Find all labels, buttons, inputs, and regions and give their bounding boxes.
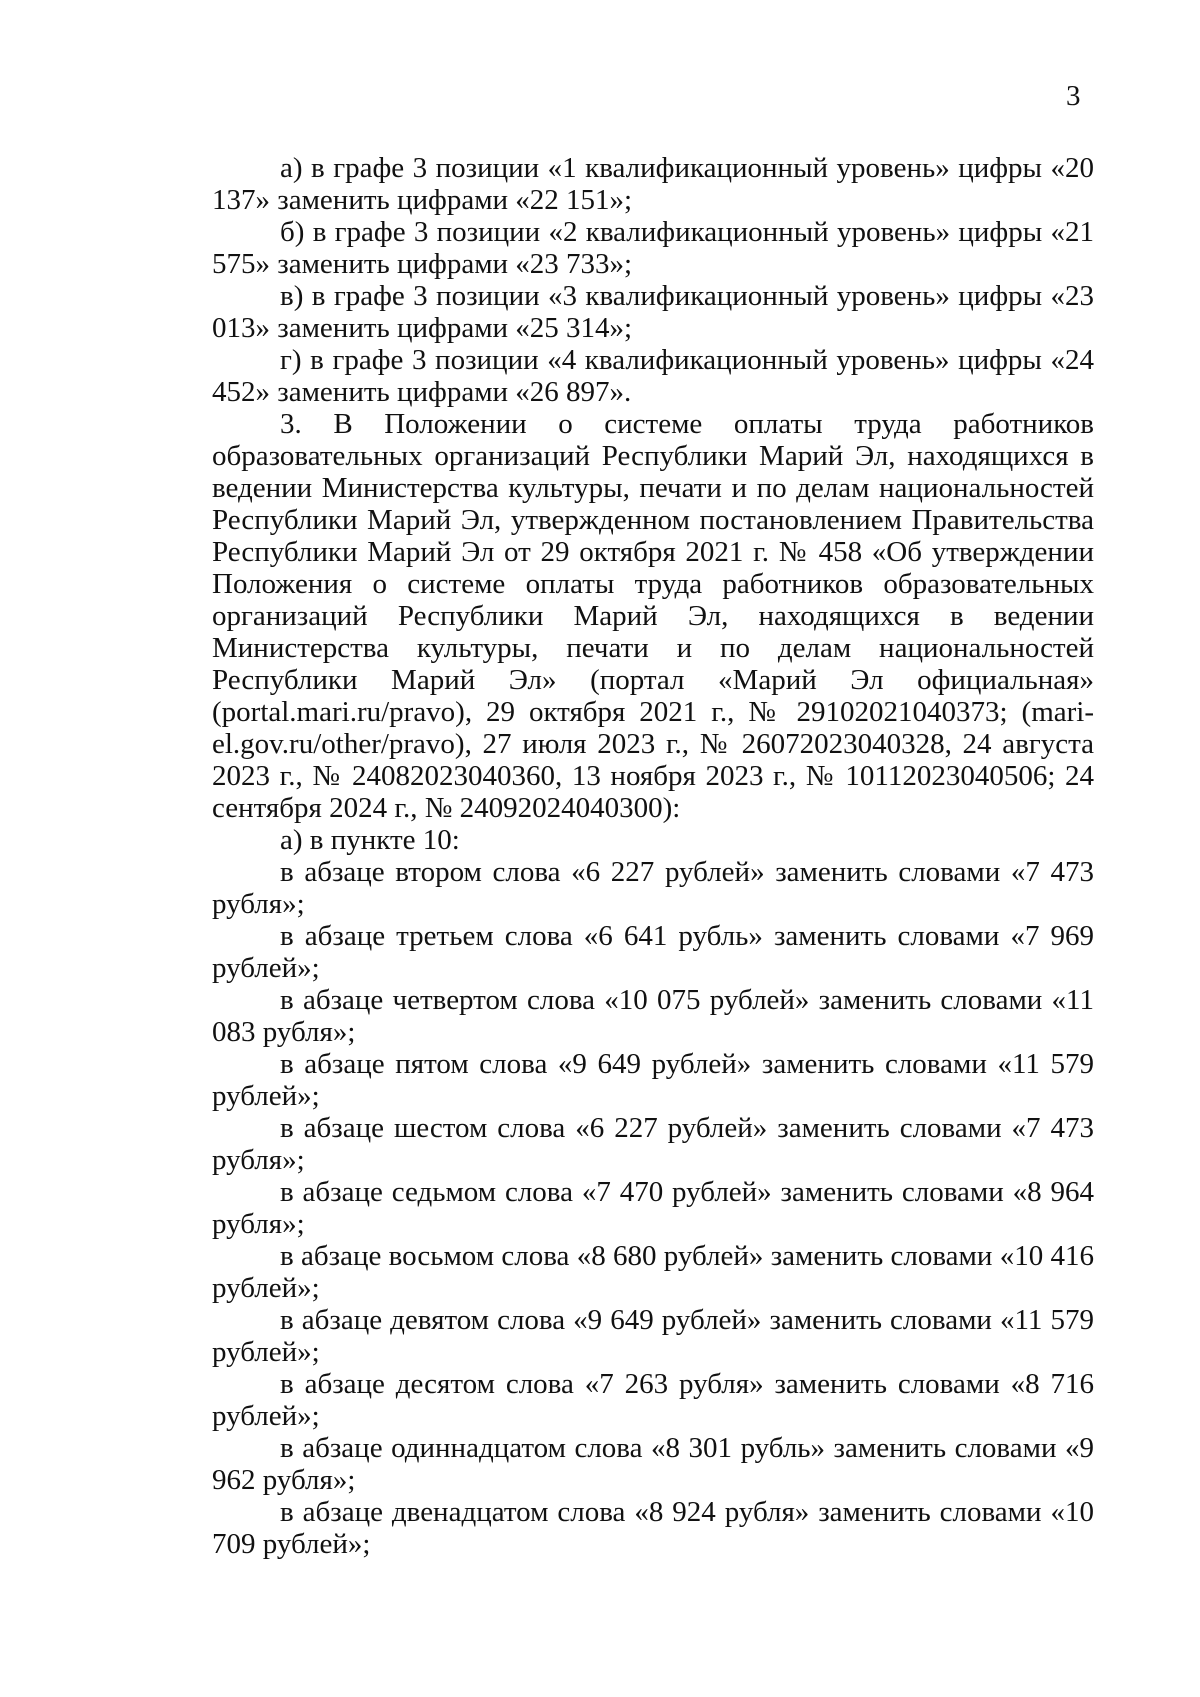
subitem-a-heading: а) в пункте 10: <box>280 824 460 856</box>
paragraph-amendment: в абзаце десятом слова «7 263 рубля» заменить словами «8 716 рублей»; <box>212 1368 1094 1432</box>
paragraph-amendment: в абзаце восьмом слова «8 680 рублей» заменить словами «10 416 рублей»; <box>212 1240 1094 1304</box>
amendment-item-g: г) в графе 3 позиции «4 квалификационный уровень» цифры «24 452» заменить цифрами «26 897». <box>212 344 1094 408</box>
paragraph-amendment: в абзаце одиннадцатом слова «8 301 рубль» заменить словами «9 962 рубля»; <box>212 1432 1094 1496</box>
amendment-item-b: б) в графе 3 позиции «2 квалификационный уровень» цифры «21 575» заменить цифрами «23 733»; <box>212 216 1094 280</box>
section-3-intro: 3. В Положении о системе оплаты труда работников образовательных организаций Республики Марий Эл, находящихся в ведении Министерства культуры, печати и по делам национальностей Республики Марий Эл, утвержденном постановлением Правительства Республики Марий Эл от 29 октября 2021 г. № 458 «Об утверждении Положения о системе оплаты труда работников образовательных организаций Республики Марий Эл, находящихся в ведении Министерства культуры, печати и по делам национальностей Республики Марий Эл» (портал «Марий Эл официальная» (portal.mari.ru/pravo), 29 октября 2021 г., № 29102021040373; (mari-el.gov.ru/other/pravo), 27 июля 2023 г., № 26072023040328, 24 августа 2023 г., № 24082023040360, 13 ноября 2023 г., № 10112023040506; 24 сентября 2024 г., № 24092024040300): <box>212 408 1094 824</box>
paragraph-amendment: в абзаце седьмом слова «7 470 рублей» заменить словами «8 964 рубля»; <box>212 1176 1094 1240</box>
paragraph-amendment: в абзаце четвертом слова «10 075 рублей» заменить словами «11 083 рубля»; <box>212 984 1094 1048</box>
paragraph-amendment: в абзаце двенадцатом слова «8 924 рубля» заменить словами «10 709 рублей»; <box>212 1496 1094 1560</box>
paragraph-amendment: в абзаце третьем слова «6 641 рубль» заменить словами «7 969 рублей»; <box>212 920 1094 984</box>
paragraph-amendment: в абзаце втором слова «6 227 рублей» заменить словами «7 473 рубля»; <box>212 856 1094 920</box>
amendment-item-a: а) в графе 3 позиции «1 квалификационный уровень» цифры «20 137» заменить цифрами «22 151»; <box>212 152 1094 216</box>
paragraph-amendment: в абзаце пятом слова «9 649 рублей» заменить словами «11 579 рублей»; <box>212 1048 1094 1112</box>
page-number: 3 <box>1066 80 1081 112</box>
document-body <box>212 152 1094 1560</box>
paragraph-amendment: в абзаце девятом слова «9 649 рублей» заменить словами «11 579 рублей»; <box>212 1304 1094 1368</box>
paragraph-amendment: в абзаце шестом слова «6 227 рублей» заменить словами «7 473 рубля»; <box>212 1112 1094 1176</box>
amendment-item-v: в) в графе 3 позиции «3 квалификационный уровень» цифры «23 013» заменить цифрами «25 314»; <box>212 280 1094 344</box>
